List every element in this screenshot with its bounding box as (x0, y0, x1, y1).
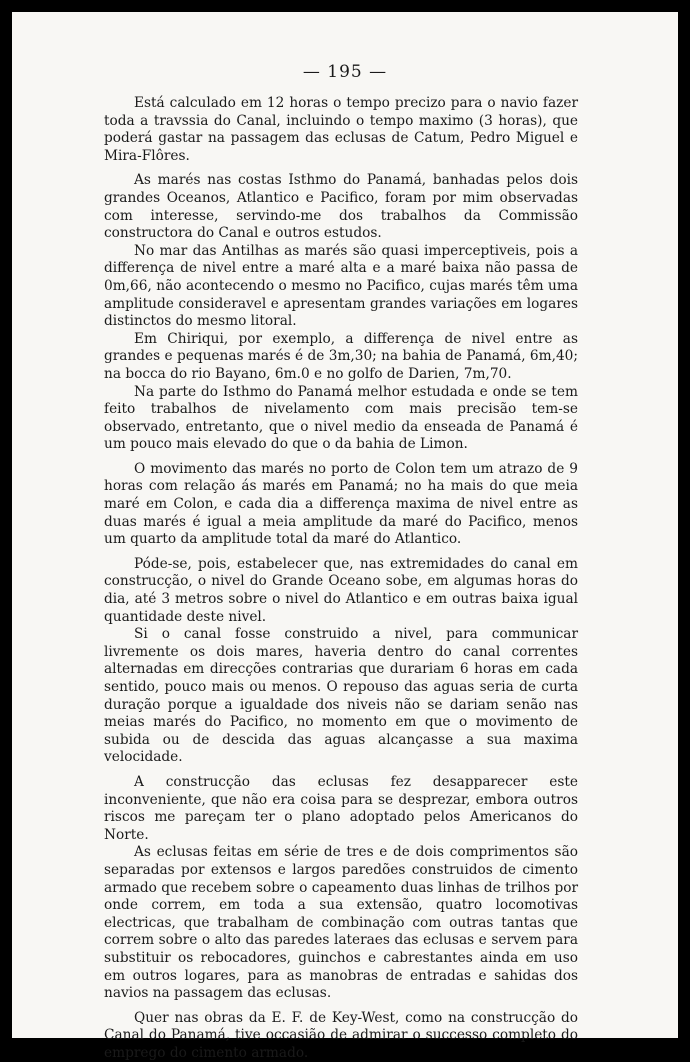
paragraph: Está calculado em 12 horas o tempo precizo para o navio fazer toda a travssia do Canal, incluindo o tempo maximo (3 horas), que poderá gastar na passagem das eclusas de Catum, Pedro Miguel e Mira-Flôres. (104, 95, 578, 164)
document-page (12, 12, 678, 1061)
page-number: — 195 — (302, 62, 388, 82)
paragraph: No mar das Antilhas as marés são quasi imperceptiveis, pois a differença de nivel entre a maré alta e a maré baixa não passa de 0m,66, não acontecendo o mesmo no Pacifico, cujas marés têm uma amplitude consideravel e apresentam grandes variações em logares distinctos do mesmo litoral. (104, 242, 578, 330)
paragraph: As eclusas feitas em série de tres e de dois comprimentos são separadas por extensos e largos paredões construidos de cimento armado que recebem sobre o capeamento duas linhas de trilhos por onde correm, em toda a sua extensão, quatro locomotivas electricas, que trabalham de combinação com outras tantas que correm sobre o alto das paredes lateraes das eclusas e servem para substituir os rebocadores, guinchos e cabrestantes ainda em uso em outros logares, para as manobras de entradas e sahidas dos navios na passagem das eclusas. (104, 844, 578, 1002)
paragraph: Na parte do Isthmo do Panamá melhor estudada e onde se tem feito trabalhos de nivelamento com mais precisão tem-se observado, entretanto, que o nivel medio da enseada de Panamá é um pouco mais elevado do que o da bahia de Limon. (104, 383, 578, 453)
paragraph: A construcção das eclusas fez desapparecer este inconveniente, que não era coisa para se desprezar, embora outros riscos me pareçam ter o plano adoptado pelos Americanos do Norte. (104, 773, 578, 843)
paragraph: Si o canal fosse construido a nivel, para communicar livremente os dois mares, haveria dentro do canal correntes alternadas em direcções contrarias que durariam 6 horas em cada sentido, pouco mais ou menos. O repouso das aguas seria de curta duração porque a igualdade dos niveis não se dariam senão nas meias marés do Pacifico, no momento em que o movimento de subida ou de descida das aguas alcançasse a sua maxima velocidade. (104, 626, 578, 766)
paragraph: As marés nas costas Isthmo do Panamá, banhadas pelos dois grandes Oceanos, Atlantico e Pacifico, foram por mim observadas com interesse, servindo-me dos trabalhos da Commissão constructora do Canal e outros estudos. (104, 172, 578, 242)
paragraph: O movimento das marés no porto de Colon tem um atrazo de 9 horas com relação ás marés em Panamá; no ha mais do que meia maré em Colon, e cada dia a differença maxima de nivel entre as duas marés é igual a meia amplitude da maré do Pacifico, menos um quarto da amplitude total da maré do Atlantico. (104, 460, 578, 548)
body-text (104, 95, 578, 1062)
paragraph: Quer nas obras da E. F. de Key-West, como na construcção do Canal do Panamá, tive occasião de admirar o successo completo do emprego do cimento armado. (104, 1009, 578, 1061)
paragraph: Em Chiriqui, por exemplo, a differença de nivel entre as grandes e pequenas marés é de 3m,30; na bahia de Panamá, 6m,40; na bocca do rio Bayano, 6m.0 e no golfo de Darien, 7m,70. (104, 330, 578, 382)
paragraph: Póde-se, pois, estabelecer que, nas extremidades do canal em construcção, o nivel do Grande Oceano sobe, em algumas horas do dia, até 3 metros sobre o nivel do Atlantico e em outras baixa igual quantidade deste nivel. (104, 555, 578, 625)
